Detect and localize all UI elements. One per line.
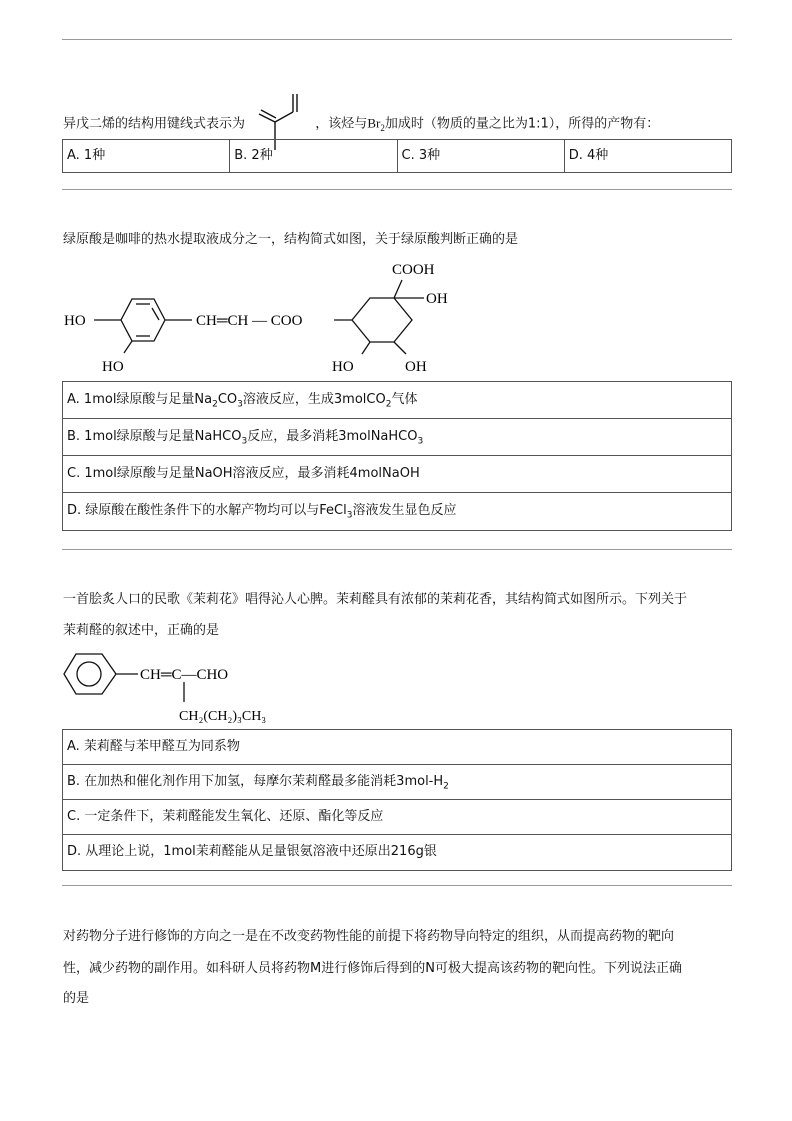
q3-stem-line1: 一首脍炙人口的民歌《茉莉花》唱得沁人心脾。茉莉醛具有浓郁的茉莉花香，其结构简式如图所示。下列关于 (63, 592, 688, 607)
q1-stem-formula: Br (367, 115, 381, 131)
q1-stem-text: 异戊二烯的结构用键线式表示为 (63, 116, 246, 132)
q1-option-d[interactable]: D. 4种 (568, 148, 609, 163)
oh-label: OH (426, 291, 448, 307)
separator (62, 885, 732, 886)
option-text: B. 在加热和催化剂作用下加氢，每摩尔茉莉醛最多能消耗3mol-H (67, 774, 444, 789)
q3-options (62, 729, 732, 871)
option-sub: 2 (212, 399, 218, 410)
q1-option-a[interactable]: A. 1种 (63, 140, 230, 172)
q3-option-a[interactable] (63, 730, 731, 765)
option-text: A. 茉莉醛与苯甲醛互为同系物 (67, 739, 240, 754)
q4-stem-line1: 对药物分子进行修饰的方向之一是在不改变药物性能的前提下将药物导向特定的组织，从而提高药物的靶向 (63, 929, 675, 944)
oh-label: OH (405, 359, 427, 375)
q1-option-c[interactable]: C. 3种 (398, 140, 565, 172)
option-text: 溶液反应，生成3molCO (242, 392, 386, 407)
substituent-label: CH₂(CH₂)₃CH₃ (179, 709, 267, 724)
q3-option-b[interactable] (63, 765, 731, 800)
option-text: D. 从理论上说，1mol茉莉醛能从足量银氨溶液中还原出216g银 (67, 844, 437, 859)
q1-stem-text: 加成时（物质的量之比为1:1），所得的产物有： (384, 116, 660, 132)
q2-option-b[interactable] (63, 419, 731, 456)
option-sub: 3 (241, 436, 248, 447)
ho-label: HO (102, 359, 124, 375)
option-sub: 3 (237, 399, 243, 410)
option-text: C. 1mol绿原酸与足量NaOH溶液反应，最多消耗4molNaOH (67, 466, 420, 481)
separator (62, 39, 732, 40)
q3-option-c[interactable] (63, 800, 731, 835)
q2-options (62, 381, 732, 531)
option-sub: 3 (417, 436, 424, 447)
option-text: C. 一定条件下，茉莉醛能发生氧化、还原、酯化等反应 (67, 809, 384, 824)
option-sub: 2 (443, 781, 449, 792)
option-text: D. 绿原酸在酸性条件下的水解产物均可以与FeCl (67, 503, 347, 518)
q4-stem-line3: 的是 (63, 991, 90, 1006)
q1-option-b[interactable]: B. 2种 (230, 140, 397, 172)
chlorogenic-acid-structure (62, 256, 542, 381)
q2-option-d[interactable] (63, 493, 731, 530)
option-text: A. 1mol绿原酸与足量Na (67, 392, 213, 407)
separator (62, 549, 732, 550)
q2-option-a[interactable] (63, 382, 731, 419)
option-text: 溶液发生显色反应 (352, 503, 457, 518)
option-text: 反应，最多消耗3molNaHCO (247, 429, 418, 444)
option-text: 气体 (391, 392, 418, 407)
chain-label: CH═CH — COO (196, 313, 303, 329)
q3-stem-line2: 茉莉醛的叙述中，正确的是 (63, 623, 220, 638)
option-text: B. 1mol绿原酸与足量NaHCO (67, 429, 242, 444)
ho-label: HO (64, 313, 86, 329)
jasmine-aldehyde-structure (62, 648, 322, 728)
q2-option-c[interactable] (63, 456, 731, 493)
q1-options (62, 139, 732, 173)
q1-stem-formula-sub: 2 (380, 123, 385, 134)
separator (62, 189, 732, 190)
ho-label: HO (332, 359, 354, 375)
option-sub: 2 (385, 399, 392, 410)
chain-label: CH═C—CHO (140, 667, 229, 683)
cooh-label: COOH (392, 262, 435, 278)
q4-stem-line2: 性，减少药物的副作用。如科研人员将药物M进行修饰后得到的N可极大提高该药物的靶向性。下列说法正确 (63, 961, 682, 976)
q3-option-d[interactable] (63, 835, 731, 870)
q1-stem-text: ，该烃与 (315, 116, 368, 132)
option-sub: 3 (346, 510, 353, 521)
q2-stem: 绿原酸是咖啡的热水提取液成分之一，结构简式如图，关于绿原酸判断正确的是 (63, 232, 519, 247)
option-text: CO (217, 392, 238, 407)
